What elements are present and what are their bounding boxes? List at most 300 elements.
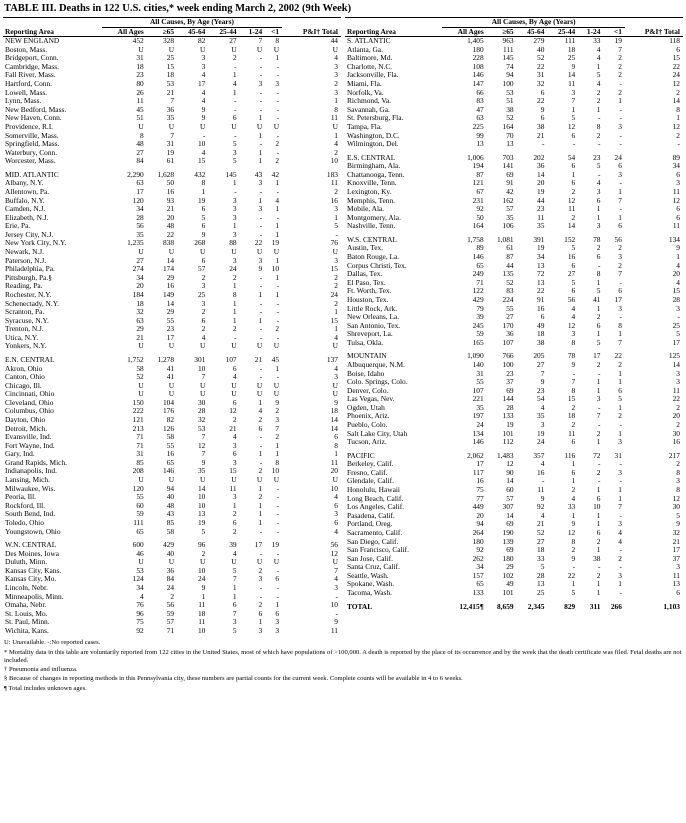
cell-value: - xyxy=(276,492,280,502)
cell-value: 3 xyxy=(258,625,263,635)
cell-value: 84 xyxy=(136,156,144,166)
city-label: Corpus Christi, Tex. xyxy=(347,260,407,270)
city-label: San Diego, Calif. xyxy=(347,536,399,546)
reporting-area-header: Reporting Area xyxy=(347,26,396,36)
city-label: Paterson, N.J. xyxy=(5,255,47,265)
cell-value: 1 xyxy=(596,277,601,287)
table-row xyxy=(3,528,341,537)
cell-value: 6 xyxy=(258,423,263,433)
cell-value: 1 xyxy=(596,204,601,214)
cell-value: 14 xyxy=(567,70,576,80)
cell-value: 7 xyxy=(170,130,175,140)
city-label: Fall River, Mass. xyxy=(5,70,56,80)
cell-value: 176 xyxy=(162,406,175,416)
cell-value: - xyxy=(597,402,601,412)
cell-value: 12 xyxy=(567,121,576,131)
cell-value: 22 xyxy=(254,238,263,248)
cell-value: 1 xyxy=(258,483,263,493)
cell-value: 48 xyxy=(166,500,175,510)
cell-value: 40 xyxy=(166,492,175,502)
cell-value: - xyxy=(335,591,338,601)
region-group-label: E.N. CENTRAL xyxy=(5,354,55,364)
cell-value: 9 xyxy=(201,113,206,123)
cell-value: 6 xyxy=(676,169,680,179)
city-label: Little Rock, Ark. xyxy=(347,303,398,313)
cell-value: 5 xyxy=(201,526,206,536)
cell-value: 5 xyxy=(596,161,601,171)
cell-value: U xyxy=(231,44,237,54)
cell-value: 20 xyxy=(672,269,680,279)
city-label: Jersey City, N.J. xyxy=(5,229,54,239)
cell-value: 2 xyxy=(232,272,237,282)
cell-value: - xyxy=(572,562,576,572)
cell-value: 6 xyxy=(275,574,280,584)
cell-value: 146 xyxy=(472,70,484,80)
all-ages-label: All Ages xyxy=(457,26,484,36)
cell-value: 274 xyxy=(132,264,144,274)
cell-value: 703 xyxy=(502,152,514,162)
cell-value: 1 xyxy=(618,428,622,438)
cell-value: 14 xyxy=(506,476,514,486)
city-label: Jacksonville, Fla. xyxy=(347,70,399,80)
cell-value: 2 xyxy=(201,548,206,558)
cell-value: - xyxy=(259,70,263,80)
empty-corner xyxy=(345,18,442,28)
cell-value: 33 xyxy=(567,502,576,512)
city-label: Portland, Oreg. xyxy=(347,519,393,529)
cell-value: 11 xyxy=(672,186,680,196)
cell-value: 71 xyxy=(166,625,175,635)
cell-value: 6 xyxy=(618,385,622,395)
table-row xyxy=(3,627,341,636)
cell-value: 8 xyxy=(334,104,338,114)
cell-value: 44 xyxy=(537,195,545,205)
cell-value: 8 xyxy=(571,536,576,546)
cell-value: 2 xyxy=(676,420,680,430)
city-label: Peoria, Ill. xyxy=(5,492,36,502)
cell-value: 55 xyxy=(136,492,144,502)
cell-value: 69 xyxy=(506,545,514,555)
cell-value: 61 xyxy=(166,156,175,166)
cell-value: 25 xyxy=(166,53,175,63)
cell-value: 36 xyxy=(166,104,175,114)
cell-value: U xyxy=(200,475,206,485)
cell-value: 1 xyxy=(596,545,601,555)
cell-value: 5 xyxy=(540,562,545,572)
cell-value: 9 xyxy=(275,397,280,407)
cell-value: 4 xyxy=(540,510,545,520)
cell-value: 6 xyxy=(258,608,263,618)
cell-value: 52 xyxy=(506,113,514,123)
cell-value: 4 xyxy=(618,536,622,546)
cell-value: 2 xyxy=(618,260,622,270)
cell-value: 24 xyxy=(330,289,338,299)
cell-value: 50 xyxy=(476,212,484,222)
city-label: Omaha, Nebr. xyxy=(5,600,47,610)
table-row xyxy=(345,37,683,46)
cell-value: 2 xyxy=(334,147,338,157)
table-row xyxy=(345,512,683,521)
cell-value: 31 xyxy=(614,450,622,460)
cell-value: 4 xyxy=(334,574,338,584)
cell-value: 7 xyxy=(201,449,206,459)
city-label: Ft. Worth, Tex. xyxy=(347,286,392,296)
cell-value: 8 xyxy=(676,104,680,114)
all-causes-header: All Causes, By Age (Years) xyxy=(442,18,624,28)
cell-value: 21 xyxy=(537,130,545,140)
cell-value: 14 xyxy=(330,423,338,433)
cell-value: 357 xyxy=(533,450,545,460)
cell-value: - xyxy=(234,61,237,71)
cell-value: 1 xyxy=(618,96,622,106)
cell-value: 31 xyxy=(136,53,144,63)
cell-value: U xyxy=(332,557,338,567)
city-label: Shreveport, La. xyxy=(347,329,393,339)
cell-value: 71 xyxy=(476,277,484,287)
cell-value: 1 xyxy=(676,252,680,262)
table-row xyxy=(345,197,683,206)
cell-value: 2 xyxy=(334,79,338,89)
cell-value: 44 xyxy=(506,260,514,270)
cell-value: 1 xyxy=(571,579,576,589)
cell-value: 99 xyxy=(476,130,484,140)
cell-value: 224 xyxy=(502,294,514,304)
cell-value: 7 xyxy=(232,574,237,584)
city-label: Salt Lake City, Utah xyxy=(347,428,408,438)
cell-value: 4 xyxy=(540,402,545,412)
cell-value: 1 xyxy=(258,509,263,519)
cell-value: 88 xyxy=(229,238,237,248)
cell-value: 11 xyxy=(330,625,338,635)
city-label: Columbus, Ohio xyxy=(5,406,54,416)
cell-value: 1 xyxy=(618,329,622,339)
cell-value: 249 xyxy=(472,269,484,279)
table-row xyxy=(345,580,683,589)
cell-value: U xyxy=(273,247,280,257)
cell-value: 139 xyxy=(502,536,514,546)
age-45-64-header: 45-64 xyxy=(527,26,545,36)
cell-value: 24 xyxy=(614,152,622,162)
city-label: New Orleans, La. xyxy=(347,312,400,322)
cell-value: 60 xyxy=(506,485,514,495)
cell-value: 3 xyxy=(232,440,237,450)
cell-value: 208 xyxy=(132,466,144,476)
cell-value: 10 xyxy=(330,156,338,166)
cell-value: 6 xyxy=(618,286,622,296)
city-label: Austin, Tex. xyxy=(347,243,384,253)
cell-value: 3 xyxy=(334,372,338,382)
cell-value: 35 xyxy=(506,212,514,222)
cell-value: 12 xyxy=(567,320,576,330)
cell-value: 7 xyxy=(334,565,338,575)
cell-value: 21 xyxy=(136,332,144,342)
cell-value: 4 xyxy=(201,87,206,97)
cell-value: 85 xyxy=(166,517,175,527)
cell-value: 69 xyxy=(506,169,514,179)
city-label: Lexington, Ky. xyxy=(347,186,392,196)
cell-value: 23 xyxy=(593,152,601,162)
cell-value: 5 xyxy=(596,70,601,80)
cell-value: 15 xyxy=(330,315,338,325)
cell-value: 15 xyxy=(330,264,338,274)
cell-value: 9 xyxy=(540,377,545,387)
cell-value: 38 xyxy=(537,337,545,347)
cell-value: 5 xyxy=(618,394,622,404)
cell-value: 33 xyxy=(537,553,545,563)
cell-value: - xyxy=(619,476,622,486)
right-column xyxy=(345,17,683,635)
cell-value: 262 xyxy=(472,553,484,563)
cell-value: 221 xyxy=(472,394,484,404)
cell-value: 48 xyxy=(136,139,144,149)
table-row xyxy=(345,262,683,271)
cell-value: 1 xyxy=(201,591,206,601)
cell-value: 10 xyxy=(271,466,280,476)
cell-value: 3 xyxy=(232,195,237,205)
cell-value: 16 xyxy=(672,437,680,447)
cell-value: 7 xyxy=(618,44,622,54)
cell-value: - xyxy=(259,186,263,196)
table-head-left xyxy=(3,18,341,37)
cell-value: 101 xyxy=(502,428,514,438)
cell-value: U xyxy=(200,44,206,54)
cell-value: 146 xyxy=(472,437,484,447)
cell-value: 21 xyxy=(229,423,237,433)
cell-value: 41 xyxy=(166,363,175,373)
cell-value: 45 xyxy=(271,354,280,364)
cell-value: - xyxy=(259,212,263,222)
cell-value: 70 xyxy=(506,130,514,140)
cell-value: 6 xyxy=(232,397,237,407)
cell-value: 1 xyxy=(571,476,576,486)
cell-value: 8 xyxy=(232,289,237,299)
cell-value: 6 xyxy=(540,113,545,123)
cell-value: 72 xyxy=(593,450,601,460)
cell-value: 1 xyxy=(258,617,263,627)
cell-value: 55 xyxy=(476,377,484,387)
cell-value: 264 xyxy=(472,527,484,537)
cell-value: 35 xyxy=(136,229,144,239)
cell-value: 6 xyxy=(676,204,680,214)
table-row xyxy=(345,322,683,331)
cell-value: 1 xyxy=(618,377,622,387)
cell-value: - xyxy=(619,510,622,520)
cell-value: 63 xyxy=(136,178,144,188)
cell-value: 152 xyxy=(564,234,576,244)
cell-value: 18 xyxy=(136,61,144,71)
cell-value: 40 xyxy=(166,548,175,558)
cell-value: 3 xyxy=(596,221,601,231)
cell-value: 12 xyxy=(672,195,680,205)
cell-value: - xyxy=(276,130,280,140)
cell-value: 12 xyxy=(672,493,680,503)
cell-value: U xyxy=(138,341,144,351)
cell-value: 1 xyxy=(275,178,280,188)
cell-value: 15 xyxy=(229,466,237,476)
city-label: Trenton, N.J. xyxy=(5,324,44,334)
cell-value: 4 xyxy=(140,591,144,601)
cell-value: 3 xyxy=(232,255,237,265)
cell-value: 5 xyxy=(232,156,237,166)
city-label: Atlanta, Ga. xyxy=(347,44,383,54)
cell-value: 5 xyxy=(596,286,601,296)
cell-value: 3 xyxy=(334,70,338,80)
cell-value: 1 xyxy=(275,600,280,610)
city-label: Utica, N.Y. xyxy=(5,332,39,342)
cell-value: 2 xyxy=(571,485,576,495)
cell-value: 25 xyxy=(197,289,206,299)
cell-value: 78 xyxy=(593,234,601,244)
cell-value: 27 xyxy=(567,269,576,279)
cell-value: 11 xyxy=(672,385,680,395)
cell-value: 150 xyxy=(132,397,144,407)
cell-value: 74 xyxy=(506,61,514,71)
cell-value: 146 xyxy=(162,466,175,476)
cell-value: U xyxy=(168,121,175,131)
cell-value: 22 xyxy=(614,351,622,361)
city-label: Milwaukee, Wis. xyxy=(5,483,56,493)
cell-value: - xyxy=(597,260,601,270)
cell-value: 125 xyxy=(668,351,680,361)
cell-value: 33 xyxy=(593,36,601,46)
cell-value: - xyxy=(276,372,280,382)
cell-value: 30 xyxy=(672,428,680,438)
cell-value: 1 xyxy=(596,519,601,529)
cell-value: 3 xyxy=(618,303,622,313)
footnote: U: Unavailable. -:No reported cases. xyxy=(4,639,101,647)
cell-value: 5 xyxy=(334,221,338,231)
cell-value: 6 xyxy=(232,600,237,610)
cell-value: 14 xyxy=(506,510,514,520)
cell-value: 67 xyxy=(476,186,484,196)
cell-value: 140 xyxy=(472,359,484,369)
cell-value: U xyxy=(200,380,206,390)
cell-value: 1 xyxy=(334,130,338,140)
cell-value: - xyxy=(572,368,576,378)
city-label: Tacoma, Wash. xyxy=(347,588,392,597)
cell-value: 12 xyxy=(229,406,237,416)
cell-value: 9 xyxy=(334,617,338,627)
region-group-label: MOUNTAIN xyxy=(347,351,387,361)
cell-value: 3 xyxy=(275,415,280,425)
cell-value: 1 xyxy=(275,221,280,231)
city-label: St. Petersburg, Fla. xyxy=(347,113,404,123)
cell-value: 4 xyxy=(676,260,680,270)
cell-value: - xyxy=(619,277,622,287)
cell-value: 301 xyxy=(194,354,206,364)
cell-value: 106 xyxy=(502,221,514,231)
cell-value: 9 xyxy=(571,61,576,71)
cell-value: 107 xyxy=(225,354,237,364)
cell-value: 111 xyxy=(133,517,144,527)
cell-value: 44 xyxy=(330,36,338,46)
cell-value: 266 xyxy=(610,601,622,611)
cell-value: 84 xyxy=(166,574,175,584)
cell-value: U xyxy=(332,475,338,485)
cell-value: 100 xyxy=(502,359,514,369)
cell-value: 9 xyxy=(201,104,206,114)
cell-value: 202 xyxy=(533,152,545,162)
cell-value: - xyxy=(259,432,263,442)
cell-value: 7 xyxy=(618,269,622,279)
cell-value: 28 xyxy=(197,406,206,416)
cell-value: 1 xyxy=(258,500,263,510)
cell-value: 1 xyxy=(596,437,601,447)
city-label: Long Beach, Calif. xyxy=(347,493,404,503)
cell-value: 8 xyxy=(571,385,576,395)
cell-value: 10 xyxy=(593,502,601,512)
cell-value: U xyxy=(200,389,206,399)
cell-value: U xyxy=(168,341,175,351)
city-label: Albany, N.Y. xyxy=(5,178,44,188)
cell-value: 600 xyxy=(132,540,144,550)
cell-value: 2 xyxy=(201,324,206,334)
cell-value: 19 xyxy=(271,540,280,550)
cell-value: 28 xyxy=(537,570,545,580)
cell-value: - xyxy=(276,591,280,601)
cell-value: 1 xyxy=(596,303,601,313)
cell-value: 2 xyxy=(676,459,680,469)
cell-value: 9 xyxy=(201,457,206,467)
cell-value: 2 xyxy=(334,298,338,308)
cell-value: 2 xyxy=(232,526,237,536)
cell-value: 36 xyxy=(537,161,545,171)
cell-value: 59 xyxy=(476,329,484,339)
cell-value: 23 xyxy=(166,324,175,334)
cell-value: 19 xyxy=(197,195,206,205)
cell-value: 83 xyxy=(476,96,484,106)
cell-value: 12 xyxy=(197,440,206,450)
reporting-area-header: Reporting Area xyxy=(5,26,54,36)
cell-value: U xyxy=(168,557,175,567)
cell-value: 3 xyxy=(676,476,680,486)
cell-value: 2 xyxy=(232,53,237,63)
cell-value: 3 xyxy=(232,229,237,239)
cell-value: - xyxy=(259,61,263,71)
cell-value: 429 xyxy=(472,294,484,304)
cell-value: 245 xyxy=(472,320,484,330)
city-label: Canton, Ohio xyxy=(5,372,45,382)
cell-value: 94 xyxy=(506,70,514,80)
cell-value: 12 xyxy=(567,195,576,205)
cell-value: 157 xyxy=(472,570,484,580)
cell-value: 34 xyxy=(672,161,680,171)
cell-value: 3 xyxy=(275,79,280,89)
cell-value: 197 xyxy=(472,411,484,421)
cell-value: - xyxy=(259,87,263,97)
table-row xyxy=(345,214,683,223)
cell-value: 7 xyxy=(571,96,576,106)
table-row xyxy=(345,572,683,581)
cell-value: 3 xyxy=(258,204,263,214)
cell-value: U xyxy=(273,341,280,351)
cell-value: 1 xyxy=(596,485,601,495)
cell-value: 39 xyxy=(229,540,237,550)
cell-value: 3 xyxy=(618,121,622,131)
cell-value: 49 xyxy=(537,320,545,330)
cell-value: 65 xyxy=(476,260,484,270)
table-row xyxy=(3,157,341,166)
cell-value: 102 xyxy=(502,570,514,580)
city-label: Colo. Springs, Colo. xyxy=(347,377,408,387)
cell-value: 116 xyxy=(564,450,576,460)
cell-value: 9 xyxy=(676,519,680,529)
empty-corner xyxy=(3,18,102,28)
cell-value: 47 xyxy=(476,104,484,114)
cell-value: 4 xyxy=(596,44,601,54)
cell-value: 9 xyxy=(571,359,576,369)
cell-value: 53 xyxy=(197,423,206,433)
